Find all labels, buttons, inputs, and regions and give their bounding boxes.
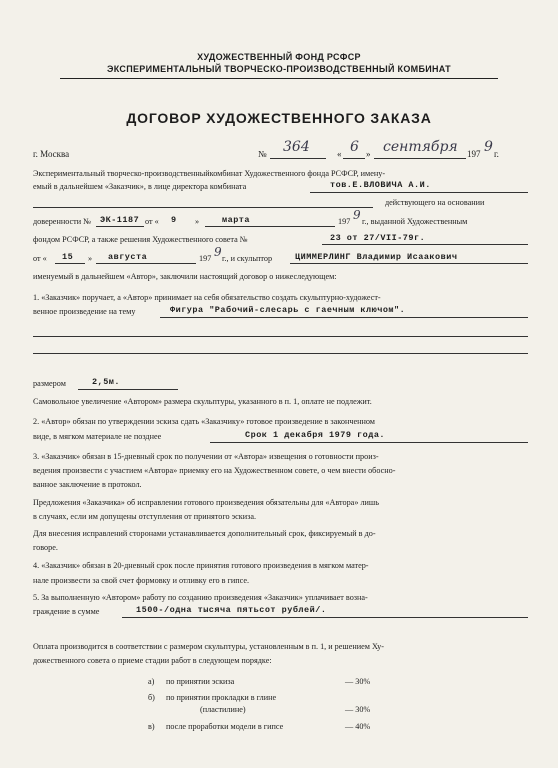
size-note: Самовольное увеличение «Автором» размера скульптуры, указанного в п. 1, оплате не подлежит.: [33, 397, 372, 406]
clause-4-line-2: нале произвести за свой счет формовку и отливку его в гипсе.: [33, 576, 250, 585]
stage-b-percent: — 30%: [345, 705, 371, 714]
clause-3-line-1: 3. «Заказчик» обязан в 15-дневный срок по получении от «Автора» извещения о готовности произ-: [33, 452, 379, 461]
clause-5-line-1: 5. За выполненную «Автором» работу по созданию произведения «Заказчик» уплачивает возна-: [33, 593, 368, 602]
clause-4-line-1: 4. «Заказчик» обязан в 20-дневный срок после принятия готового произведения в мягком матер-: [33, 561, 369, 570]
council-day: 15: [62, 252, 74, 262]
stage-c-label: после проработки модели в гипсе: [166, 722, 284, 731]
page-title: ДОГОВОР ХУДОЖЕСТВЕННОГО ЗАКАЗА: [126, 110, 432, 126]
stage-a-label: по принятии эскиза: [166, 677, 235, 686]
acting-basis: действующего на основании: [385, 198, 485, 207]
author-named: именуемый в дальнейшем «Автор», заключили настоящий договор о нижеследующем:: [33, 272, 337, 281]
fee-amount: 1500-/одна тысяча пятьсот рублей/.: [136, 605, 327, 615]
artwork-theme: Фигура "Рабочий-слесарь с гаечным ключом".: [170, 305, 406, 315]
fix-line-2: говоре.: [33, 543, 58, 552]
poa-day: 9: [171, 215, 177, 225]
offers-line-2: в случаях, если им допущены отступления от принятого эскиза.: [33, 512, 257, 521]
intro-line-1: Экспериментальный творческо-производственныйкомбинат Художественного фонда РСФСР, имену-: [33, 169, 386, 178]
council-month: августа: [108, 252, 148, 262]
payment-line-2: дожественного совета о приеме стадии работ в следующем порядке:: [33, 656, 272, 665]
payment-line-1: Оплата производится в соответствии с размером скульптуры, установленным в п. 1, и решением Ху-: [33, 642, 384, 651]
stage-b-label: по принятии прокладки в глине: [166, 693, 277, 702]
clause-5-line-2: граждение в сумме: [33, 607, 100, 616]
clause-1-line-1: 1. «Заказчик» поручает, а «Автор» принимает на себя обязательство создать скульптурно-художест-: [33, 293, 381, 302]
council-decision: 23 от 27/VII-79г.: [330, 233, 426, 243]
poa-month: марта: [222, 215, 251, 225]
stage-b-letter: б): [148, 693, 155, 702]
fund-text: фондом РСФСР, а также решения Художественного совета №: [33, 235, 248, 244]
sculptor-name: ЦИММЕРЛИНГ Владимир Исаакович: [295, 252, 458, 262]
size-value: 2,5м.: [92, 377, 121, 387]
clause-2-line-1: 2. «Автор» обязан по утверждении эскиза сдать «Заказчику» готовое произведение в законченном: [33, 417, 375, 426]
director-name: тов.Е.ВЛОВИЧА А.И.: [330, 180, 431, 190]
clause-3-line-2: ведения произвести с участием «Автора» приемку его на Художественном совете, о чем внести обосно-: [33, 466, 396, 475]
size-label: размером: [33, 379, 66, 388]
deadline: Срок 1 декабря 1979 года.: [245, 430, 386, 440]
poa-tail: г., выданной Художественным: [362, 217, 468, 226]
intro-line-2: емый в дальнейшем «Заказчик», в лице директора комбината: [33, 182, 247, 191]
org-name: ХУДОЖЕСТВЕННЫЙ ФОНД РСФСР: [197, 52, 361, 62]
date-year-digit: 9: [484, 139, 493, 155]
date-month: сентября: [383, 139, 458, 155]
contract-no-label: №: [258, 149, 267, 159]
combine-name: ЭКСПЕРИМЕНТАЛЬНЫЙ ТВОРЧЕСКО-ПРОИЗВОДСТВЕННЫЙ КОМБИНАТ: [107, 64, 451, 74]
contract-no: 364: [283, 139, 310, 155]
stage-b-label-2: (пластилине): [200, 705, 246, 714]
stage-a-percent: — 30%: [345, 677, 371, 686]
contract-page: ХУДОЖЕСТВЕННЫЙ ФОНД РСФСР ЭКСПЕРИМЕНТАЛЬНЫЙ ТВОРЧЕСКО-ПРОИЗВОДСТВЕННЫЙ КОМБИНАТ ДОГОВОР ХУДОЖЕСТВЕННОГО ЗАКАЗА г. Москва № 364 « 6 » сентября 197 9 г. Экспериментальный творческо-производственныйкомбинат Художественного фонда РСФСР, имену- емый в дальнейшем «Заказчик», в лице директора комбината тов.Е.ВЛОВИЧА А.И. действующего на основании доверенности № ЭК-1187 от « 9 » марта 197 9 г., выданной Художественным фондом РСФСР, а также решения Художественного совета № 23 от 27/VII-79г. от « 15 » августа 197 9 г., и скульптор ЦИММЕРЛИНГ Владимир Исаакович именуемый в дальнейшем «Автор», заключили настоящий договор о нижеследующем: 1. «Заказчик» поручает, а «Автор» принимает на себя обязательство создать скульптурно-художест- венное произведение на тему Фигура "Рабочий-слесарь с гаечным ключом". размером 2,5м. Самовольное увеличение «Автором» размера скульптуры, указанного в п. 1, оплате не подлежит. 2. «Автор» обязан по утверждении эскиза сдать «Заказчику» готовое произведение в законченном виде, в мягком материале не позднее Срок 1 декабря 1979 года. 3. «Заказчик» обязан в 15-дневный срок по получении от «Автора» извещения о готовности произ- ведения произвести с участием «Автора» приемку его на Художественном совете, о чем внести обосно- ванное заключение в протокол. Предложения «Заказчика» об исправлении готового произведения обязательны для «Автора» лишь в случаях, если им допущены отступления от принятого эскиза. Для внесения исправлений сторонами устанавливается дополнительный срок, фиксируемый в до- говоре. 4. «Заказчик» обязан в 20-дневный срок после принятия готового произведения в мягком матер- нале произвести за свой счет формовку и отливку его в гипсе. 5. За выполненную «Автором» работу по созданию произведения «Заказчик» уплачивает возна- граждение в сумме 1500-/одна тысяча пятьсот рублей/. Оплата производится в соответствии с размером скульптуры, установленным в п. 1, и решением Ху- дожественного совета о приеме стадии работ в следующем порядке: а) по принятии эскиза — 30% б) по принятии прокладки в глине (пластилине) — 30% в) после проработки модели в гипсе — 40%: [0, 0, 558, 768]
offers-line-1: Предложения «Заказчика» об исправлении готового произведения обязательны для «Автора» лишь: [33, 498, 379, 507]
poa-number: ЭК-1187: [100, 215, 140, 225]
fix-line-1: Для внесения исправлений сторонами устанавливается дополнительный срок, фиксируемый в до-: [33, 529, 376, 538]
header-rule: [60, 78, 498, 79]
stage-c-percent: — 40%: [345, 722, 371, 731]
clause-1-line-2: венное произведение на тему: [33, 307, 136, 316]
stage-a-letter: а): [148, 677, 155, 686]
date-day: 6: [350, 139, 359, 155]
poa-label: доверенности №: [33, 217, 91, 226]
clause-2-line-2: виде, в мягком материале не позднее: [33, 432, 162, 441]
city: г. Москва: [33, 149, 70, 159]
stage-c-letter: в): [148, 722, 155, 731]
clause-3-line-3: ванное заключение в протокол.: [33, 480, 142, 489]
